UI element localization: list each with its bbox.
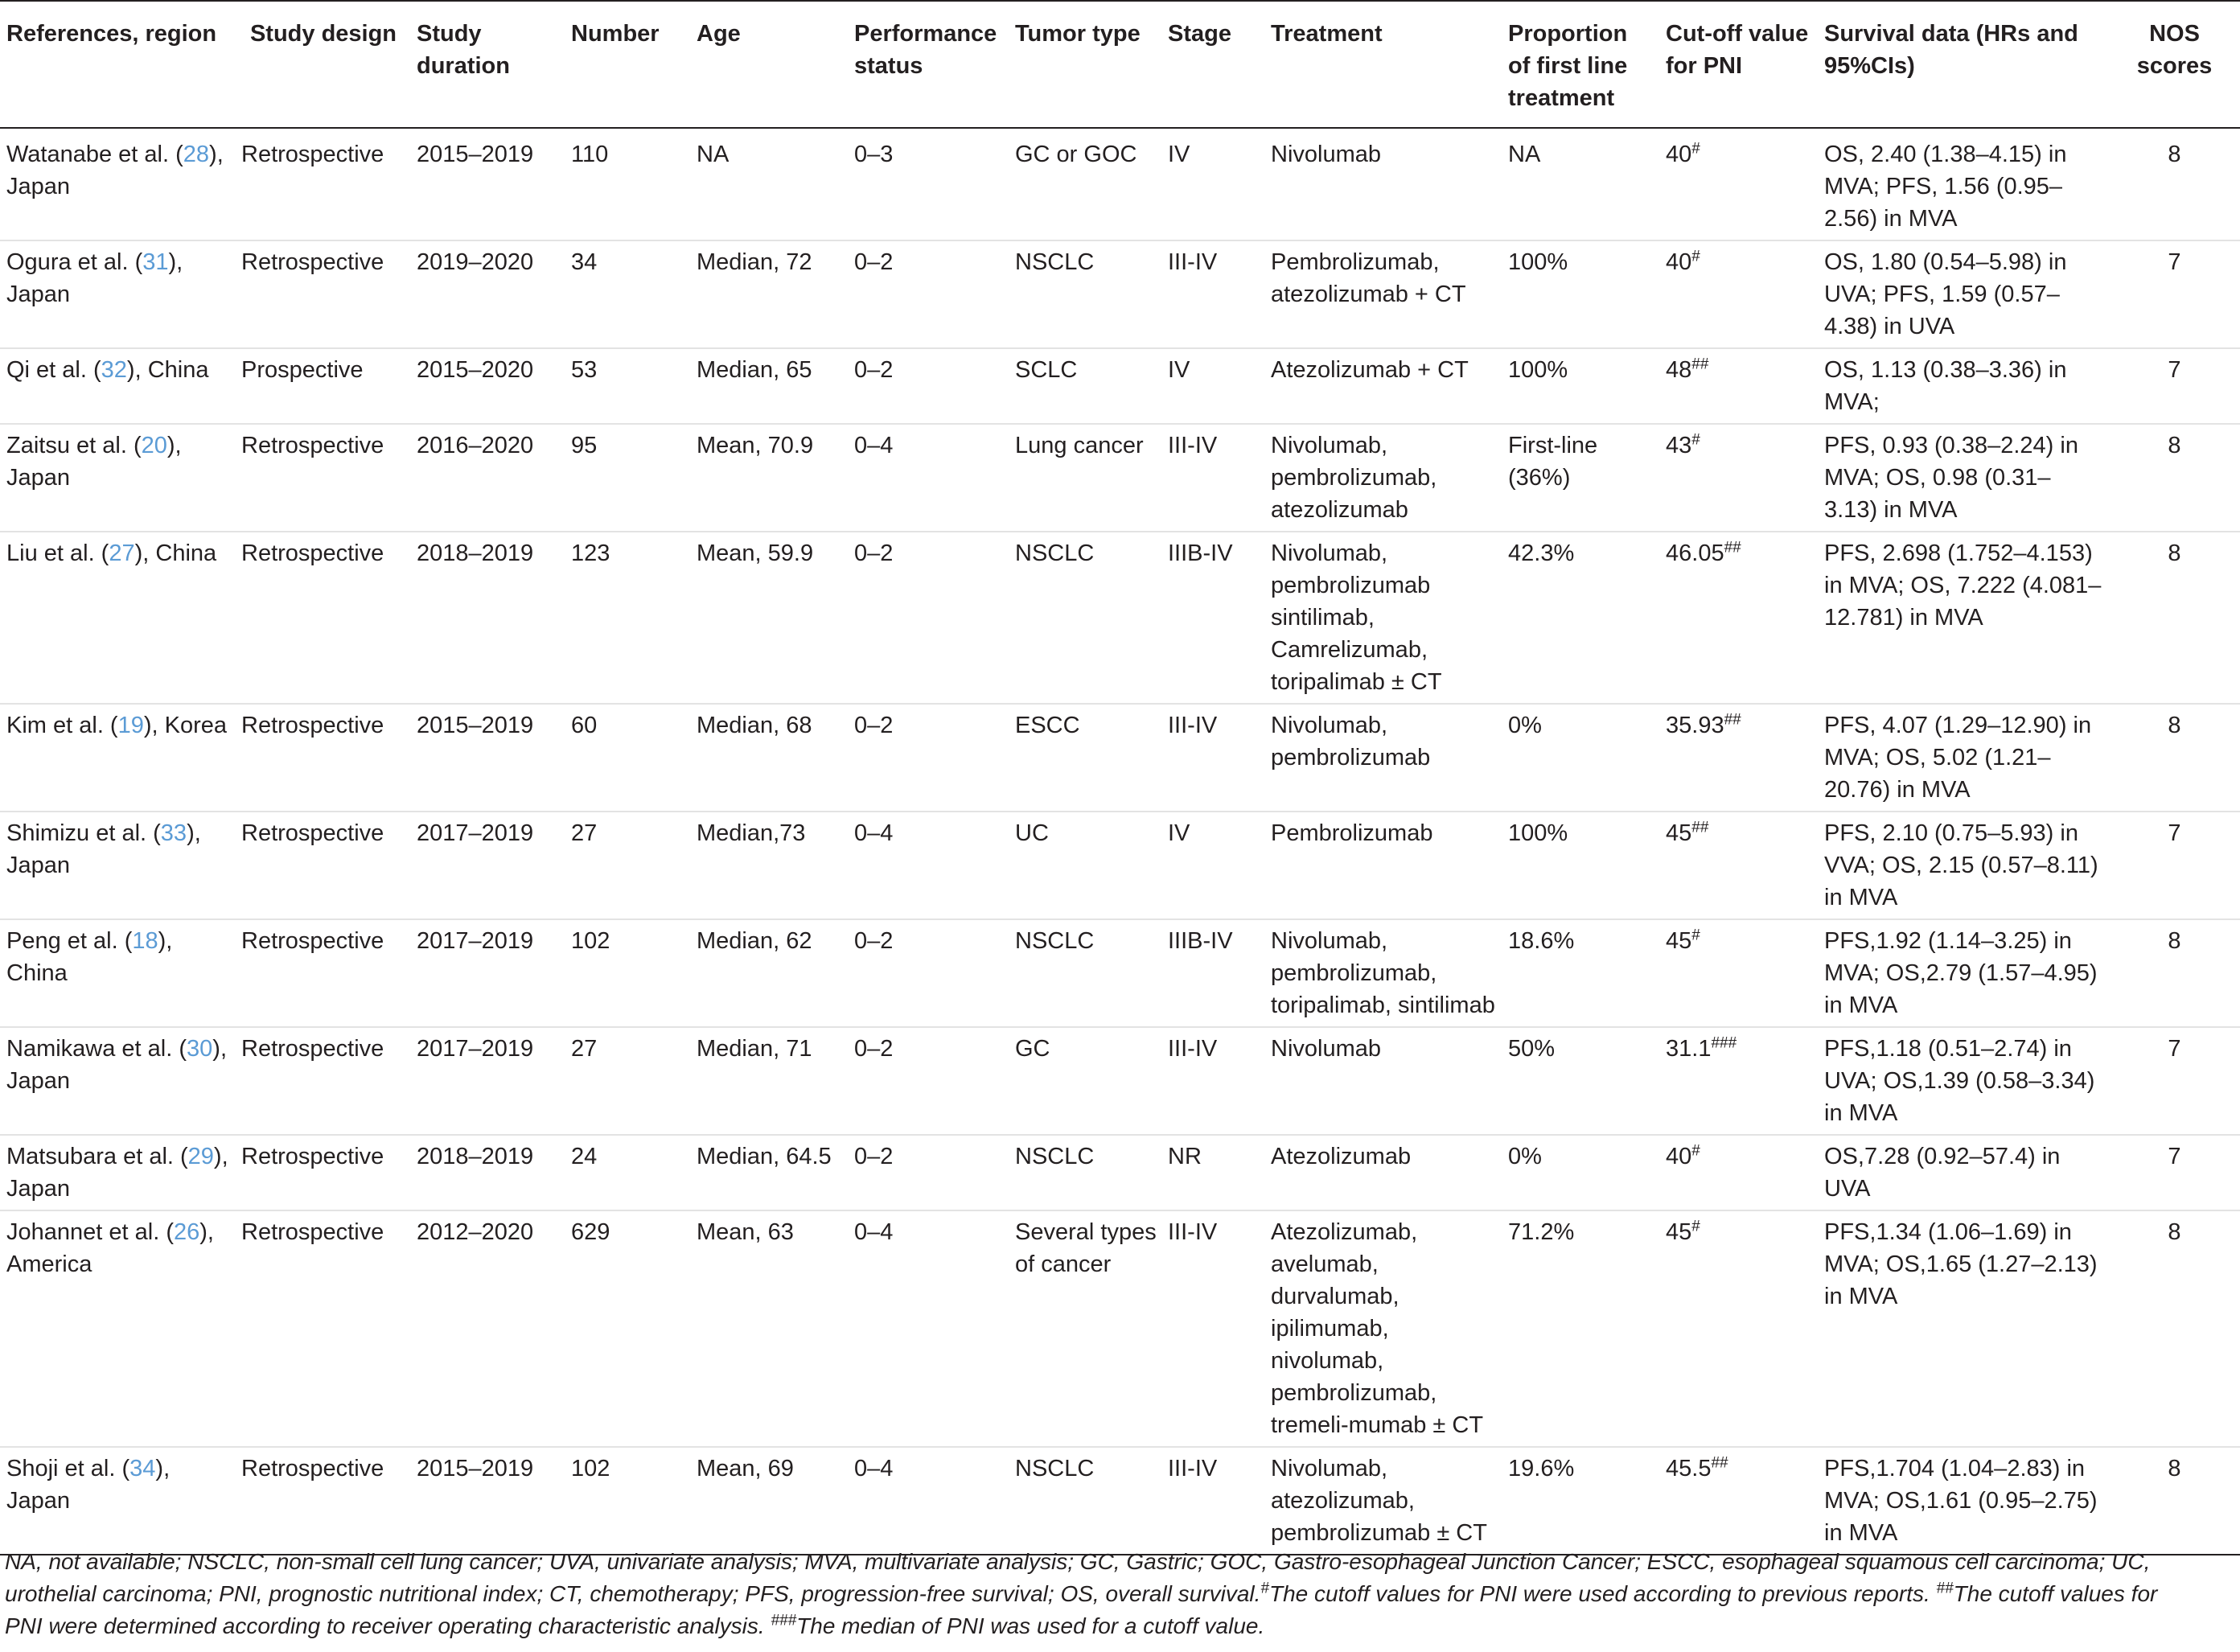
- cutoff-footnote-mark: #: [1691, 248, 1700, 265]
- cutoff-pni-cell: [1659, 1210, 1818, 1447]
- col-header-stage: Stage: [1168, 21, 1231, 47]
- performance-status-cell: 0–2: [854, 540, 894, 566]
- age-cell: Median,73: [697, 820, 806, 846]
- reference-author: Peng et al. (: [6, 928, 133, 954]
- study-design-cell: Retrospective: [241, 433, 384, 458]
- study-design-cell: Retrospective: [241, 540, 384, 566]
- age-cell: Median, 72: [697, 249, 812, 275]
- survival-data-cell: OS, 2.40 (1.38–4.15) in MVA; PFS, 1.56 (0.95–2.56) in MVA: [1824, 142, 2067, 232]
- cutoff-footnote-mark: #: [1691, 1218, 1700, 1235]
- first-line-proportion-cell: 0%: [1508, 713, 1542, 738]
- col-header-number: Number: [571, 21, 660, 47]
- table-row: [0, 348, 2240, 424]
- cutoff-footnote-mark: ##: [1691, 355, 1709, 373]
- reference-number-link[interactable]: 19: [117, 713, 144, 738]
- col-header-cutoff-pni: Cut-off value for PNI: [1666, 21, 1809, 79]
- cutoff-footnote-mark: #: [1691, 927, 1700, 944]
- stage-cell: III-IV: [1168, 1036, 1218, 1062]
- tumor-type-cell: NSCLC: [1015, 928, 1095, 954]
- study-duration-cell: 2015–2019: [417, 1456, 534, 1481]
- reference-number-link[interactable]: 20: [141, 433, 167, 458]
- first-line-proportion-cell: 0%: [1508, 1144, 1542, 1169]
- reference-region: ), Japan: [6, 1036, 227, 1094]
- performance-status-cell: 0–2: [854, 357, 894, 383]
- age-cell: Median, 71: [697, 1036, 812, 1062]
- header-row: [0, 1, 2240, 128]
- cutoff-value: 45.5: [1666, 1456, 1712, 1481]
- survival-data-cell: OS, 1.80 (0.54–5.98) in UVA; PFS, 1.59 (0.57–4.38) in UVA: [1824, 249, 2067, 339]
- survival-data-cell: PFS,1.34 (1.06–1.69) in MVA; OS,1.65 (1.27–2.13) in MVA: [1824, 1219, 2098, 1309]
- stage-cell: III-IV: [1168, 249, 1218, 275]
- number-cell: 24: [571, 1144, 598, 1169]
- stage-cell: III-IV: [1168, 1456, 1218, 1481]
- table-row: [0, 1447, 2240, 1555]
- reference-cell: [0, 532, 235, 704]
- cutoff-footnote-mark: #: [1691, 1142, 1700, 1160]
- survival-data-cell: PFS, 4.07 (1.29–12.90) in MVA; OS, 5.02 (1.21–20.76) in MVA: [1824, 713, 2092, 803]
- cutoff-pni-cell: [1659, 424, 1818, 532]
- age-cell: Median, 64.5: [697, 1144, 832, 1169]
- table-row: [0, 1135, 2240, 1210]
- nos-score-cell: 8: [2168, 540, 2181, 566]
- number-cell: 60: [571, 713, 598, 738]
- reference-region: ), Korea: [143, 713, 228, 738]
- reference-number-link[interactable]: 33: [160, 820, 187, 846]
- reference-number-link[interactable]: 34: [129, 1456, 156, 1481]
- reference-cell: [0, 812, 235, 919]
- cutoff-pni-cell: [1659, 532, 1818, 704]
- col-header-tumor-type: Tumor type: [1015, 21, 1141, 47]
- study-design-cell: Retrospective: [241, 820, 384, 846]
- reference-number-link[interactable]: 27: [109, 540, 135, 566]
- survival-data-cell: PFS,1.18 (0.51–2.74) in UVA; OS,1.39 (0.58–3.34) in MVA: [1824, 1036, 2095, 1126]
- tumor-type-cell: Several types of cancer: [1015, 1219, 1157, 1277]
- reference-cell: [0, 1447, 235, 1555]
- treatment-cell: Nivolumab: [1271, 142, 1381, 167]
- cutoff-value: 40: [1666, 142, 1692, 167]
- reference-author: Liu et al. (: [6, 540, 109, 566]
- study-design-cell: Retrospective: [241, 1456, 384, 1481]
- first-line-proportion-cell: 100%: [1508, 357, 1568, 383]
- performance-status-cell: 0–4: [854, 1456, 894, 1481]
- cutoff-footnote-mark: ##: [1724, 539, 1741, 557]
- first-line-proportion-cell: 18.6%: [1508, 928, 1575, 954]
- reference-region: ), Japan: [6, 249, 183, 307]
- cutoff-pni-cell: [1659, 812, 1818, 919]
- age-cell: Median, 62: [697, 928, 812, 954]
- first-line-proportion-cell: 71.2%: [1508, 1219, 1575, 1245]
- study-duration-cell: 2012–2020: [417, 1219, 534, 1245]
- nos-score-cell: 8: [2168, 1456, 2181, 1481]
- treatment-cell: Nivolumab, atezolizumab, pembrolizumab ± CT: [1271, 1456, 1487, 1546]
- reference-author: Zaitsu et al. (: [6, 433, 142, 458]
- study-duration-cell: 2017–2019: [417, 1036, 534, 1062]
- reference-author: Matsubara et al. (: [6, 1144, 188, 1169]
- study-duration-cell: 2015–2019: [417, 713, 534, 738]
- number-cell: 27: [571, 820, 598, 846]
- table-header: [0, 1, 2240, 128]
- study-design-cell: Retrospective: [241, 928, 384, 954]
- reference-number-link[interactable]: 32: [101, 357, 127, 383]
- nos-score-cell: 8: [2168, 1219, 2181, 1245]
- study-design-cell: Retrospective: [241, 249, 384, 275]
- tumor-type-cell: SCLC: [1015, 357, 1078, 383]
- first-line-proportion-cell: 100%: [1508, 249, 1568, 275]
- nos-score-cell: 8: [2168, 433, 2181, 458]
- col-header-performance-status: Performance status: [854, 21, 997, 79]
- reference-region: ), Japan: [6, 820, 201, 878]
- table-row: [0, 128, 2240, 240]
- col-header-study-design: Study design: [249, 21, 397, 47]
- treatment-cell: Atezolizumab: [1271, 1144, 1412, 1169]
- age-cell: Mean, 69: [697, 1456, 794, 1481]
- number-cell: 110: [571, 142, 609, 167]
- performance-status-cell: 0–2: [854, 928, 894, 954]
- table-row: [0, 1210, 2240, 1447]
- cutoff-pni-cell: [1659, 1447, 1818, 1555]
- nos-score-cell: 7: [2168, 357, 2181, 383]
- age-cell: Mean, 63: [697, 1219, 794, 1245]
- first-line-proportion-cell: 42.3%: [1508, 540, 1575, 566]
- performance-status-cell: 0–2: [854, 1036, 894, 1062]
- study-design-cell: Retrospective: [241, 1144, 384, 1169]
- age-cell: NA: [697, 142, 730, 167]
- col-header-study-duration: Study duration: [417, 21, 510, 79]
- col-header-nos-scores: NOS scores: [2136, 21, 2213, 79]
- reference-cell: [0, 1027, 235, 1135]
- nos-score-cell: 8: [2168, 713, 2181, 738]
- treatment-cell: Nivolumab: [1271, 1036, 1381, 1062]
- cutoff-value: 46.05: [1666, 540, 1724, 566]
- table-row: [0, 812, 2240, 919]
- reference-author: Kim et al. (: [6, 713, 118, 738]
- tumor-type-cell: Lung cancer: [1015, 433, 1144, 458]
- number-cell: 102: [571, 1456, 610, 1481]
- table-row: [0, 1027, 2240, 1135]
- reference-cell: [0, 128, 235, 240]
- nos-score-cell: 8: [2168, 928, 2181, 954]
- first-line-proportion-cell: 19.6%: [1508, 1456, 1575, 1481]
- reference-author: Ogura et al. (: [6, 249, 143, 275]
- cutoff-pni-cell: [1659, 1135, 1818, 1210]
- footnote-mark-triple: ###: [771, 1612, 797, 1629]
- cutoff-footnote-mark: ##: [1711, 1454, 1728, 1472]
- stage-cell: IIIB-IV: [1168, 928, 1233, 954]
- cutoff-value: 45: [1666, 820, 1692, 846]
- survival-data-cell: PFS,1.92 (1.14–3.25) in MVA; OS,2.79 (1.57–4.95) in MVA: [1824, 928, 2098, 1018]
- number-cell: 102: [571, 928, 610, 954]
- footnote-mark-double: ##: [1936, 1580, 1954, 1597]
- study-design-cell: Retrospective: [241, 713, 384, 738]
- survival-data-cell: OS, 1.13 (0.38–3.36) in MVA;: [1824, 357, 2067, 415]
- performance-status-cell: 0–2: [854, 713, 894, 738]
- reference-number-link[interactable]: 30: [187, 1036, 213, 1062]
- reference-region: ), China: [6, 928, 173, 986]
- treatment-cell: Nivolumab, pembrolizumab sintilimab, Camrelizumab, toripalimab ± CT: [1271, 540, 1442, 695]
- footnote-median-pni: The median of PNI was used for a cutoff value.: [796, 1613, 1265, 1638]
- reference-cell: [0, 1210, 235, 1447]
- study-design-cell: Retrospective: [241, 1036, 384, 1062]
- reference-author: Namikawa et al. (: [6, 1036, 187, 1062]
- treatment-cell: Pembrolizumab, atezolizumab + CT: [1271, 249, 1466, 307]
- reference-region: ), Japan: [6, 433, 182, 491]
- reference-number-link[interactable]: 18: [132, 928, 158, 954]
- treatment-cell: Nivolumab, pembrolizumab, atezolizumab: [1271, 433, 1437, 523]
- footnote-abbreviations: NA, not available; NSCLC, non-small cell lung cancer; UVA, univariate analysis; MVA, multivariate analysis; GC, Gastric; GOC, Gastro-esophageal Junction Cancer; ESCC, esophageal squamous cell carcinoma; UC, urothelial carcinoma; PNI, prognostic nutritional index; CT, chemotherapy; PFS, progression-free survival; OS, overall survival.: [5, 1549, 2151, 1606]
- study-duration-cell: 2015–2020: [417, 357, 534, 383]
- performance-status-cell: 0–3: [854, 142, 894, 167]
- reference-number-link[interactable]: 26: [173, 1219, 200, 1245]
- tumor-type-cell: NSCLC: [1015, 540, 1095, 566]
- reference-number-link[interactable]: 29: [187, 1144, 214, 1169]
- tumor-type-cell: UC: [1015, 820, 1049, 846]
- cutoff-value: 40: [1666, 1144, 1692, 1169]
- stage-cell: III-IV: [1168, 713, 1218, 738]
- number-cell: 629: [571, 1219, 610, 1245]
- reference-cell: [0, 704, 235, 812]
- reference-author: Johannet et al. (: [6, 1219, 174, 1245]
- first-line-proportion-cell: NA: [1508, 142, 1541, 167]
- cutoff-value: 43: [1666, 433, 1692, 458]
- first-line-proportion-cell: First-line (36%): [1508, 433, 1598, 491]
- tumor-type-cell: NSCLC: [1015, 1144, 1095, 1169]
- treatment-cell: Atezolizumab + CT: [1271, 357, 1469, 383]
- reference-region: ), China: [126, 357, 209, 383]
- cutoff-footnote-mark: #: [1691, 140, 1700, 158]
- cutoff-pni-cell: [1659, 240, 1818, 348]
- reference-region: ), China: [134, 540, 217, 566]
- nos-score-cell: 7: [2168, 820, 2181, 846]
- treatment-cell: Atezolizumab, avelumab, durvalumab, ipilimumab, nivolumab, pembrolizumab, tremeli-mumab ± CT: [1271, 1219, 1484, 1438]
- number-cell: 34: [571, 249, 598, 275]
- table-footnote: [5, 1546, 2176, 1642]
- treatment-cell: Nivolumab, pembrolizumab: [1271, 713, 1431, 771]
- study-duration-cell: 2016–2020: [417, 433, 534, 458]
- cutoff-footnote-mark: #: [1691, 431, 1700, 449]
- cutoff-value: 45: [1666, 1219, 1692, 1245]
- reference-region: ), Japan: [6, 142, 224, 199]
- cutoff-pni-cell: [1659, 128, 1818, 240]
- survival-data-cell: OS,7.28 (0.92–57.4) in UVA: [1824, 1144, 2061, 1202]
- age-cell: Median, 68: [697, 713, 812, 738]
- reference-region: ), Japan: [6, 1456, 171, 1514]
- age-cell: Median, 65: [697, 357, 812, 383]
- col-header-survival-data: Survival data (HRs and 95%CIs): [1824, 21, 2078, 79]
- study-design-cell: Retrospective: [241, 142, 384, 167]
- number-cell: 95: [571, 433, 598, 458]
- stage-cell: IV: [1168, 142, 1190, 167]
- cutoff-value: 31.1: [1666, 1036, 1712, 1062]
- performance-status-cell: 0–4: [854, 820, 894, 846]
- cutoff-footnote-mark: ###: [1711, 1034, 1737, 1052]
- reference-cell: [0, 1135, 235, 1210]
- survival-data-cell: PFS,1.704 (1.04–2.83) in MVA; OS,1.61 (0.95–2.75) in MVA: [1824, 1456, 2098, 1546]
- cutoff-footnote-mark: ##: [1724, 711, 1741, 729]
- cutoff-pni-cell: [1659, 348, 1818, 424]
- stage-cell: III-IV: [1168, 433, 1218, 458]
- first-line-proportion-cell: 50%: [1508, 1036, 1556, 1062]
- cutoff-value: 40: [1666, 249, 1692, 275]
- performance-status-cell: 0–4: [854, 433, 894, 458]
- cutoff-value: 35.93: [1666, 713, 1724, 738]
- footnote-roc-analysis: The cutoff values for PNI were determined according to receiver operating characteristic analysis.: [5, 1581, 2158, 1638]
- reference-cell: [0, 240, 235, 348]
- number-cell: 53: [571, 357, 598, 383]
- cutoff-pni-cell: [1659, 1027, 1818, 1135]
- survival-data-cell: PFS, 2.10 (0.75–5.93) in VVA; OS, 2.15 (0.57–8.11) in MVA: [1824, 820, 2098, 910]
- stage-cell: NR: [1168, 1144, 1202, 1169]
- number-cell: 27: [571, 1036, 598, 1062]
- stage-cell: III-IV: [1168, 1219, 1218, 1245]
- table-row: [0, 424, 2240, 532]
- tumor-type-cell: GC: [1015, 1036, 1050, 1062]
- study-duration-cell: 2018–2019: [417, 1144, 534, 1169]
- performance-status-cell: 0–2: [854, 249, 894, 275]
- reference-cell: [0, 919, 235, 1027]
- tumor-type-cell: GC or GOC: [1015, 142, 1137, 167]
- reference-region: ), America: [6, 1219, 214, 1277]
- footnote-previous-reports: The cutoff values for PNI were used according to previous reports.: [1269, 1581, 1930, 1606]
- study-duration-cell: 2015–2019: [417, 142, 534, 167]
- survival-data-cell: PFS, 2.698 (1.752–4.153) in MVA; OS, 7.222 (4.081–12.781) in MVA: [1824, 540, 2102, 631]
- nos-score-cell: 7: [2168, 1144, 2181, 1169]
- stage-cell: IV: [1168, 357, 1190, 383]
- table-row: [0, 919, 2240, 1027]
- tumor-type-cell: NSCLC: [1015, 249, 1095, 275]
- study-design-cell: Retrospective: [241, 1219, 384, 1245]
- table-row: [0, 704, 2240, 812]
- reference-author: Qi et al. (: [6, 357, 101, 383]
- tumor-type-cell: NSCLC: [1015, 1456, 1095, 1481]
- col-header-first-line-proportion: Proportion of first line treatment: [1508, 21, 1628, 111]
- cutoff-value: 45: [1666, 928, 1692, 954]
- tumor-type-cell: ESCC: [1015, 713, 1080, 738]
- reference-cell: [0, 348, 235, 424]
- nos-score-cell: 7: [2168, 1036, 2181, 1062]
- col-header-age: Age: [697, 21, 741, 47]
- reference-author: Shimizu et al. (: [6, 820, 161, 846]
- first-line-proportion-cell: 100%: [1508, 820, 1568, 846]
- reference-author: Shoji et al. (: [6, 1456, 130, 1481]
- study-design-cell: Prospective: [241, 357, 364, 383]
- cutoff-pni-cell: [1659, 704, 1818, 812]
- study-duration-cell: 2017–2019: [417, 820, 534, 846]
- age-cell: Mean, 59.9: [697, 540, 814, 566]
- study-duration-cell: 2017–2019: [417, 928, 534, 954]
- nos-score-cell: 7: [2168, 249, 2181, 275]
- nos-score-cell: 8: [2168, 142, 2181, 167]
- reference-region: ), Japan: [6, 1144, 228, 1202]
- performance-status-cell: 0–4: [854, 1219, 894, 1245]
- study-duration-cell: 2019–2020: [417, 249, 534, 275]
- footnote-mark-single: #: [1260, 1580, 1269, 1597]
- reference-number-link[interactable]: 31: [142, 249, 169, 275]
- table-body: [0, 128, 2240, 1555]
- survival-data-cell: PFS, 0.93 (0.38–2.24) in MVA; OS, 0.98 (0.31–3.13) in MVA: [1824, 433, 2078, 523]
- cutoff-value: 48: [1666, 357, 1692, 383]
- reference-number-link[interactable]: 28: [183, 142, 210, 167]
- cutoff-footnote-mark: ##: [1691, 819, 1709, 836]
- treatment-cell: Nivolumab, pembrolizumab, toripalimab, sintilimab: [1271, 928, 1495, 1018]
- age-cell: Mean, 70.9: [697, 433, 814, 458]
- reference-cell: [0, 424, 235, 532]
- study-duration-cell: 2018–2019: [417, 540, 534, 566]
- col-header-treatment: Treatment: [1271, 21, 1383, 47]
- table-row: [0, 532, 2240, 704]
- performance-status-cell: 0–2: [854, 1144, 894, 1169]
- cutoff-pni-cell: [1659, 919, 1818, 1027]
- treatment-cell: Pembrolizumab: [1271, 820, 1433, 846]
- table-row: [0, 240, 2240, 348]
- stage-cell: IIIB-IV: [1168, 540, 1233, 566]
- reference-author: Watanabe et al. (: [6, 142, 183, 167]
- col-header-references: References, region: [6, 21, 217, 47]
- stage-cell: IV: [1168, 820, 1190, 846]
- number-cell: 123: [571, 540, 610, 566]
